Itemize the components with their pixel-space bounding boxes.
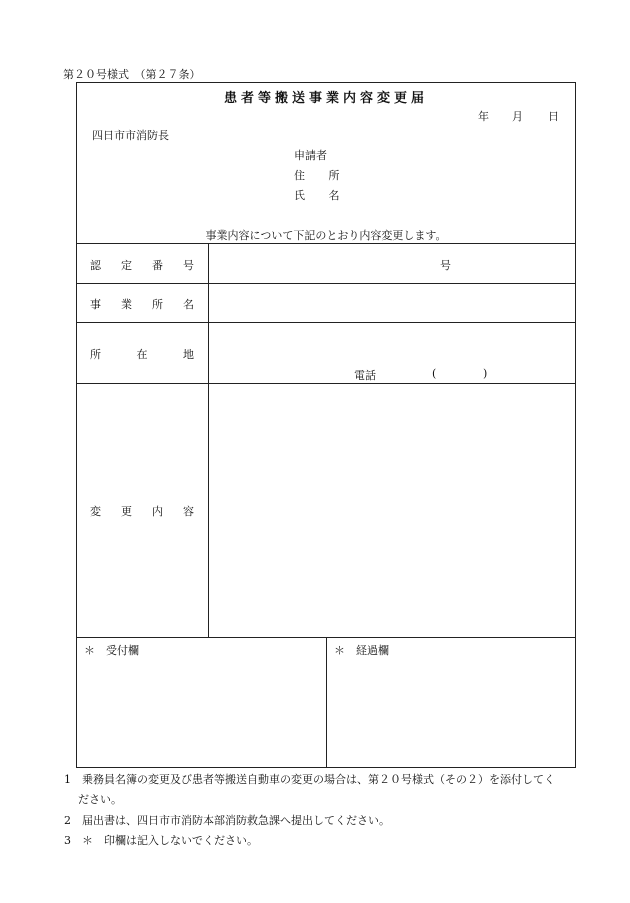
divider xyxy=(76,283,576,284)
note-2: 2 届出書は、四日市市消防本部消防救急課へ提出してください。 xyxy=(64,814,390,827)
receipt-label: ＊ 受付欄 xyxy=(84,644,139,657)
location-label: 所 在 地 xyxy=(90,348,194,361)
statement: 事業内容について下記のとおり内容変更します。 xyxy=(205,229,447,242)
cert-number-suffix: 号 xyxy=(440,259,451,272)
addressee: 四日市市消防長 xyxy=(92,129,169,142)
date-year: 年 xyxy=(478,110,489,123)
note-1: 1 乗務員名簿の変更及び患者等搬送自動車の変更の場合は、第２０号様式（その２）を添付してく xyxy=(64,773,555,786)
progress-label: ＊ 経過欄 xyxy=(334,644,389,657)
divider xyxy=(76,383,576,384)
office-name-label: 事 業 所 名 xyxy=(90,298,194,311)
phone-paren-open: ( xyxy=(432,367,437,380)
applicant-label: 申請者 xyxy=(294,149,327,162)
applicant-name-label: 氏 名 xyxy=(294,189,350,202)
form-number: 第２０号様式 （第２７条） xyxy=(63,68,201,81)
note-3: 3 ＊ 印欄は記入しないでください。 xyxy=(64,834,258,847)
column-divider xyxy=(326,637,327,768)
applicant-address-label: 住 所 xyxy=(294,169,350,182)
divider xyxy=(76,322,576,323)
note-1-continued: ださい。 xyxy=(78,793,122,806)
phone-paren-close: ) xyxy=(483,367,488,380)
date-day: 日 xyxy=(548,110,559,123)
phone-label: 電話 xyxy=(354,369,376,382)
change-content-label: 変 更 内 容 xyxy=(90,505,194,518)
form-title: 患者等搬送事業内容変更届 xyxy=(223,91,428,106)
column-divider xyxy=(208,243,209,637)
cert-number-label: 認 定 番 号 xyxy=(90,259,194,272)
date-month: 月 xyxy=(512,110,523,123)
divider xyxy=(76,243,576,244)
